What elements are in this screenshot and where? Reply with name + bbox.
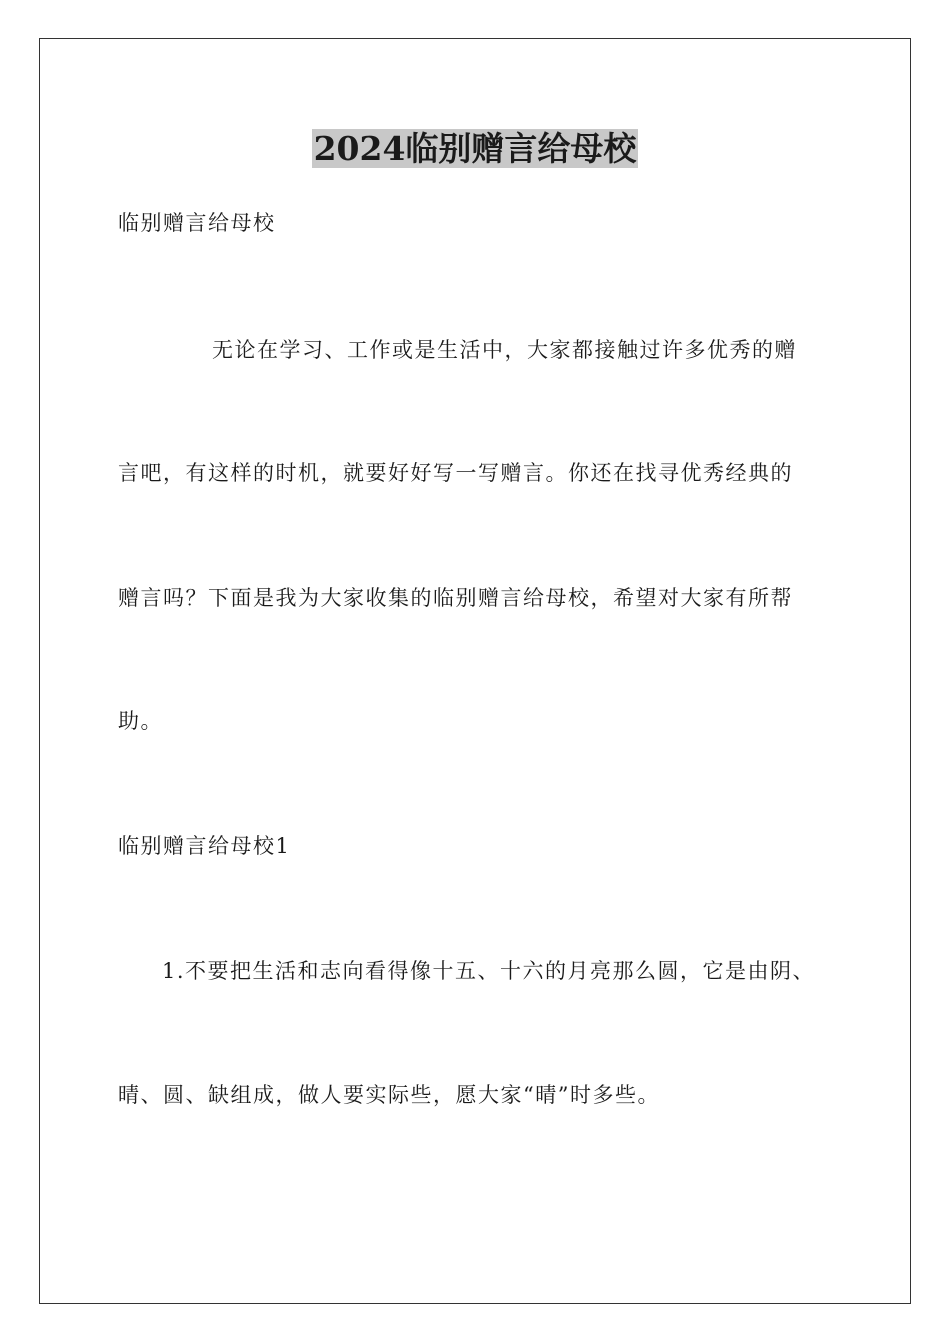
document-title-text: 2024临别赠言给母校 bbox=[313, 129, 637, 168]
intro-line-2: 言吧，有这样的时机，就要好好写一写赠言。你还在找寻优秀经典的 bbox=[118, 461, 793, 485]
intro-line-3: 赠言吗？下面是我为大家收集的临别赠言给母校，希望对大家有所帮 bbox=[118, 586, 793, 610]
item1-line-1: 1.不要把生活和志向看得像十五、十六的月亮那么圆，它是由阴、 bbox=[162, 959, 816, 983]
document-subtitle: 临别赠言给母校 bbox=[118, 211, 276, 235]
item1-line-2: 晴、圆、缺组成，做人要实际些，愿大家“晴”时多些。 bbox=[118, 1083, 660, 1107]
document-title bbox=[0, 128, 950, 170]
intro-line-1: 无论在学习、工作或是生活中，大家都接触过许多优秀的赠 bbox=[212, 338, 797, 362]
intro-line-4: 助。 bbox=[118, 709, 163, 733]
section-heading: 临别赠言给母校1 bbox=[118, 834, 291, 858]
